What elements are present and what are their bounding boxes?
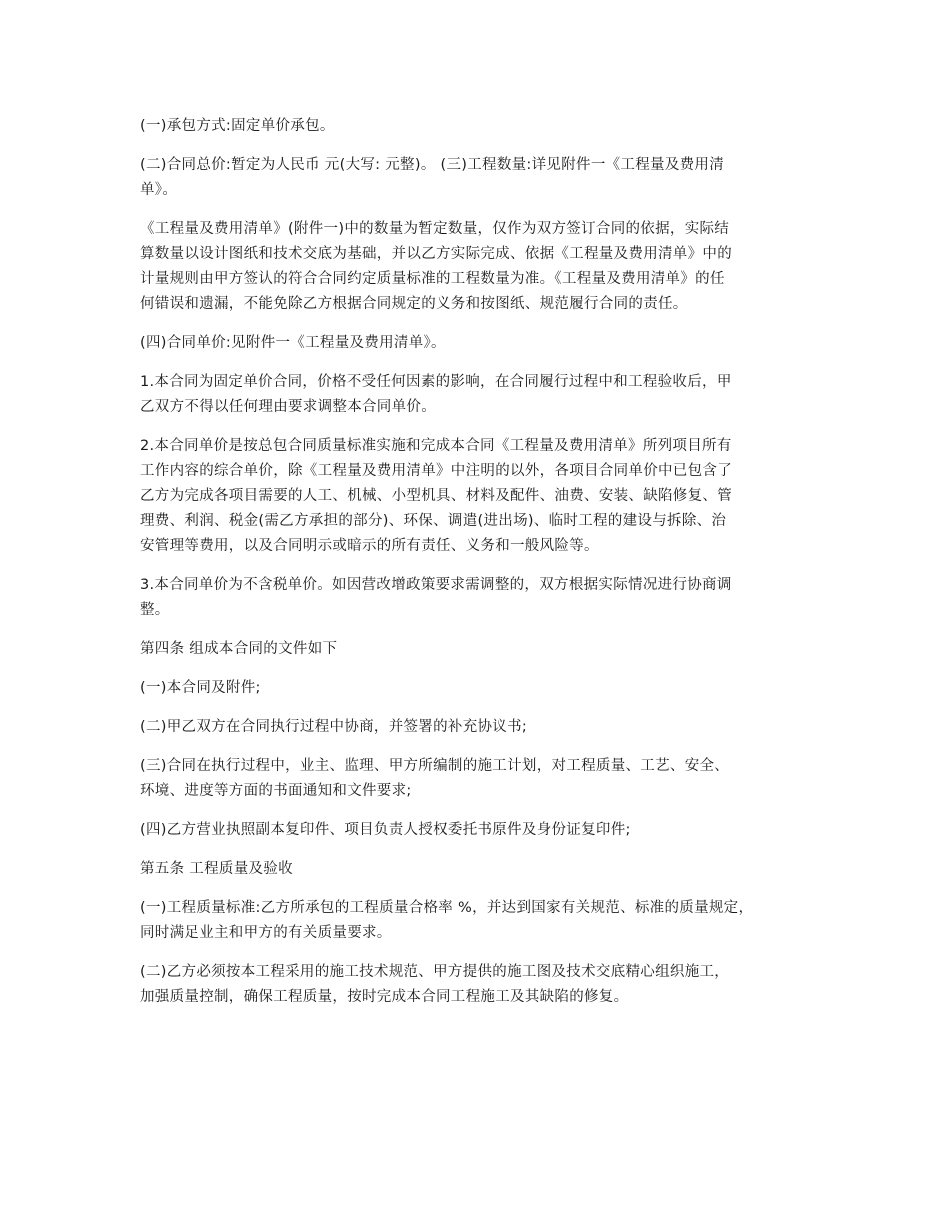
paragraph-line: (一)承包方式:固定单价承包。 xyxy=(140,118,335,134)
paragraph-line: (三)合同在执行过程中，业主、监理、甲方所编制的施工计划，对工程质量、工艺、安全、 xyxy=(140,758,730,774)
paragraph xyxy=(140,857,840,882)
paragraph xyxy=(140,676,840,701)
paragraph-line: 第四条 组成本合同的文件如下 xyxy=(140,641,338,657)
paragraph xyxy=(140,715,840,740)
paragraph xyxy=(140,818,840,843)
paragraph xyxy=(140,114,840,139)
paragraph-line: (二)甲乙双方在合同执行过程中协商，并签署的补充协议书; xyxy=(140,719,528,735)
paragraph-line: 同时满足业主和甲方的有关质量要求。 xyxy=(140,925,392,941)
paragraph xyxy=(140,331,840,356)
paragraph xyxy=(140,370,840,420)
paragraph-line: 加强质量控制，确保工程质量，按时完成本合同工程施工及其缺陷的修复。 xyxy=(140,989,629,1005)
paragraph-line: (四)合同单价:见附件一《工程量及费用清单》。 xyxy=(140,335,446,351)
document-page xyxy=(140,114,840,1024)
paragraph-line: 环境、进度等方面的书面通知和文件要求; xyxy=(140,783,412,799)
paragraph-line: 1.本合同为固定单价合同，价格不受任何因素的影响，在合同履行过程中和工程验收后，甲 xyxy=(140,374,732,390)
paragraph xyxy=(140,754,840,804)
paragraph-line: 2.本合同单价是按总包合同质量标准实施和完成本合同《工程量及费用清单》所列项目所有 xyxy=(140,438,732,454)
paragraph-line: (一)工程质量标准:乙方所承包的工程质量合格率 %，并达到国家有关规范、标准的质量规定， xyxy=(140,900,754,916)
paragraph-line: 乙双方不得以任何理由要求调整本合同单价。 xyxy=(140,399,436,415)
paragraph-line: (四)乙方营业执照副本复印件、项目负责人授权委托书原件及身份证复印件; xyxy=(140,822,631,838)
paragraph-line: 理费、利润、税金(需乙方承担的部分)、环保、调遣(进出场)、临时工程的建设与拆除、治 xyxy=(140,513,727,529)
paragraph-line: 算数量以设计图纸和技术交底为基础，并以乙方实际完成、依据《工程量及费用清单》中的 xyxy=(140,246,732,262)
paragraph-line: 安管理等费用，以及合同明示或暗示的所有责任、义务和一般风险等。 xyxy=(140,538,599,554)
paragraph-line: 整。 xyxy=(140,602,170,618)
paragraph-line: 第五条 工程质量及验收 xyxy=(140,861,293,877)
paragraph-line: (二)乙方必须按本工程采用的施工技术规范、甲方提供的施工图及技术交底精心组织施工， xyxy=(140,964,730,980)
paragraph xyxy=(140,960,840,1010)
paragraph-line: (二)合同总价:暂定为人民币 元(大写: 元整)。 (三)工程数量:详见附件一《工程量及费用清 xyxy=(140,157,725,173)
paragraph-line: 单》。 xyxy=(140,182,178,198)
paragraph-line: 计量规则由甲方签认的符合合同约定质量标准的工程数量为准。《工程量及费用清单》的任 xyxy=(140,271,725,287)
paragraph xyxy=(140,217,840,317)
paragraph xyxy=(140,153,840,203)
paragraph-line: 工作内容的综合单价，除《工程量及费用清单》中注明的以外，各项目合同单价中已包含了 xyxy=(140,463,732,479)
paragraph xyxy=(140,896,840,946)
paragraph-line: 何错误和遗漏，不能免除乙方根据合同规定的义务和按图纸、规范履行合同的责任。 xyxy=(140,296,688,312)
paragraph-line: 《工程量及费用清单》(附件一)中的数量为暂定数量，仅作为双方签订合同的依据，实际结 xyxy=(140,221,730,237)
paragraph-line: 3.本合同单价为不含税单价。如因营改增政策要求需调整的，双方根据实际情况进行协商调 xyxy=(140,577,732,593)
paragraph xyxy=(140,573,840,623)
paragraph-line: (一)本合同及附件; xyxy=(140,680,261,696)
paragraph xyxy=(140,434,840,559)
paragraph-line: 乙方为完成各项目需要的人工、机械、小型机具、材料及配件、油费、安装、缺陷修复、管 xyxy=(140,488,732,504)
paragraph xyxy=(140,637,840,662)
